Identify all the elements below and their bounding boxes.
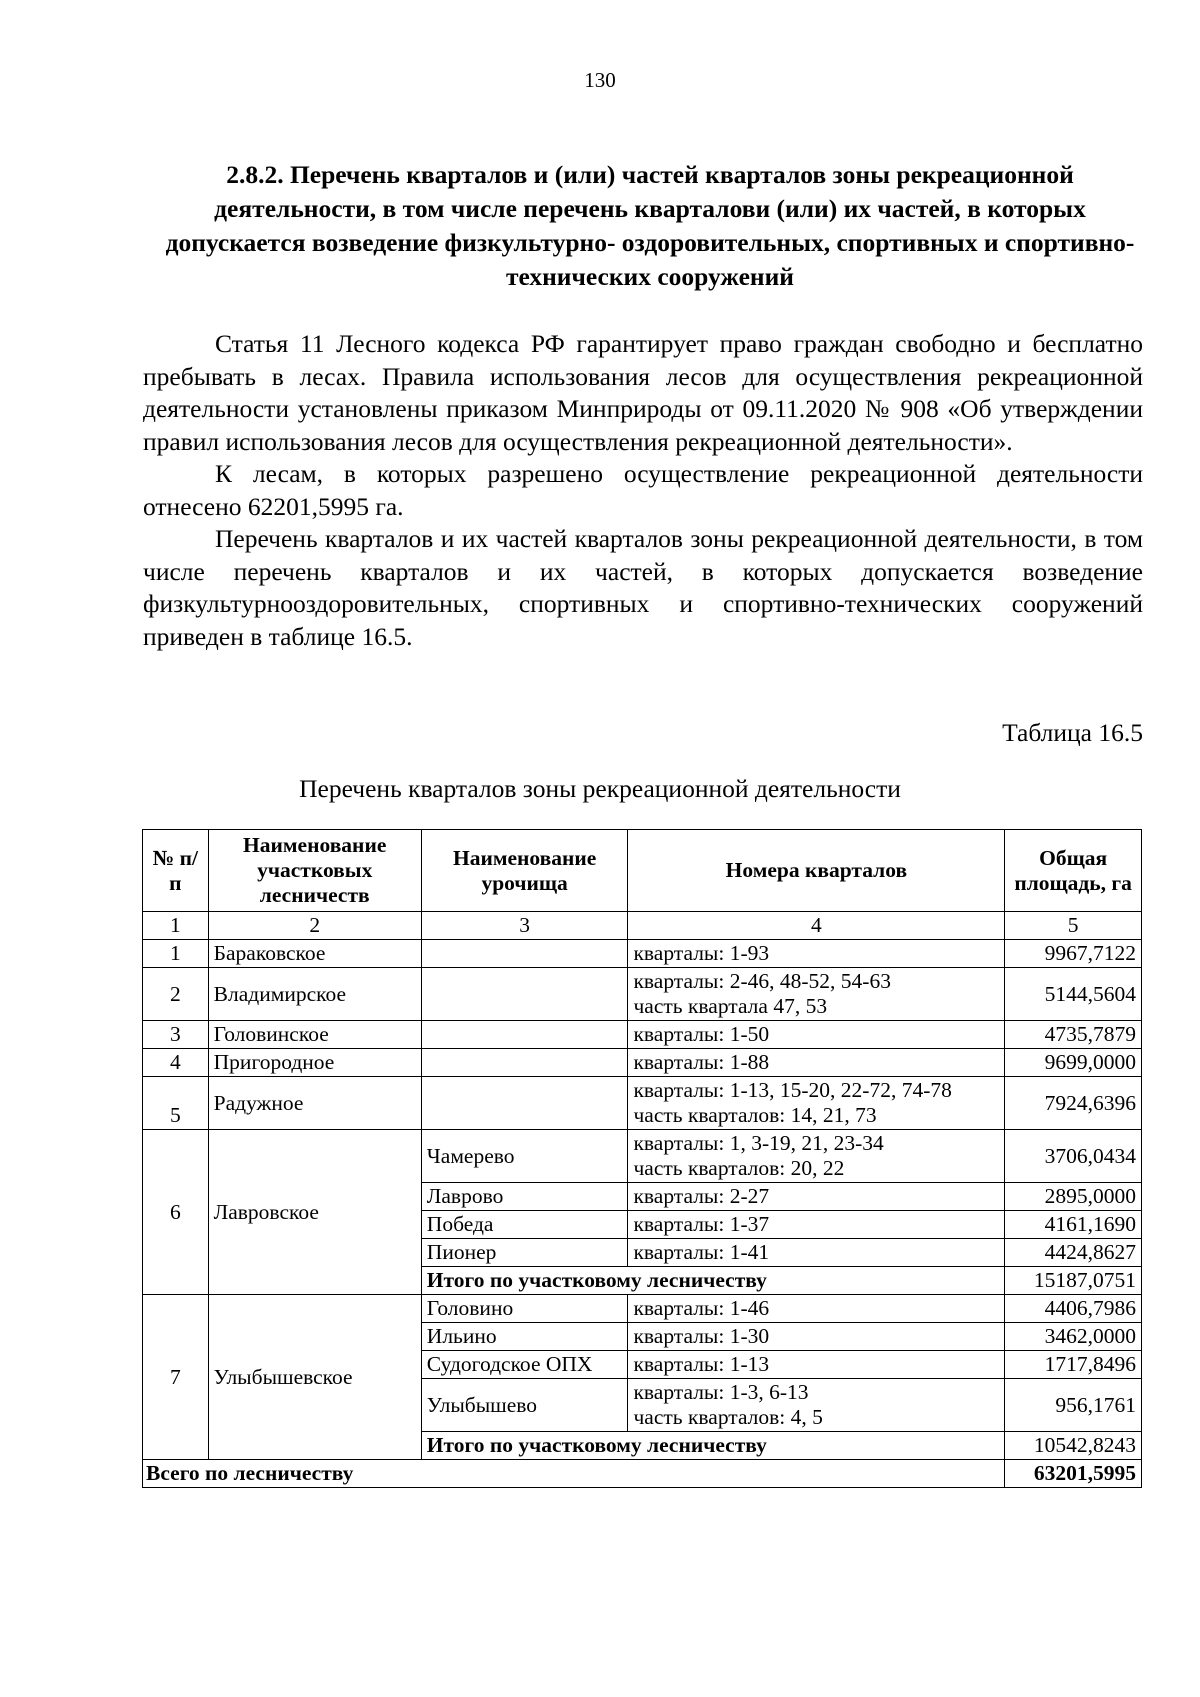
area-value: 956,1761	[1005, 1379, 1142, 1432]
header-area: Общая площадь, га	[1005, 830, 1142, 912]
table-label: Таблица 16.5	[1002, 718, 1143, 747]
area-value: 3462,0000	[1005, 1323, 1142, 1351]
tract-name: Ильино	[421, 1323, 628, 1351]
tract-name: Лаврово	[421, 1183, 628, 1211]
row-number: 3	[143, 1021, 209, 1049]
forestry-name: Владимирское	[208, 968, 421, 1021]
page-number: 130	[584, 68, 616, 92]
area-value: 4735,7879	[1005, 1021, 1142, 1049]
forestry-name: Пригородное	[208, 1049, 421, 1077]
tract-name: Чамерево	[421, 1130, 628, 1183]
forestry-name: Бараковское	[208, 940, 421, 968]
quarters-line: кварталы: 1-3, 6-13	[633, 1380, 809, 1404]
tract-name	[421, 1021, 628, 1049]
quarters-table	[142, 829, 1142, 1488]
section-heading: 2.8.2. Перечень кварталов и (или) частей кварталов зоны рекреационной деятельности, в том числе перечень кварталови (или) их частей, в которых допускается возведение физкультурно- оздоровительных, спортивных и спортивно-технических сооружений	[165, 160, 1135, 291]
row-number: 1	[143, 940, 209, 968]
column-number: 4	[628, 912, 1005, 940]
tract-name: Судогодское ОПХ	[421, 1351, 628, 1379]
table-row	[143, 1077, 1142, 1130]
tract-name: Головино	[421, 1295, 628, 1323]
header-quarters: Номера кварталов	[628, 830, 1005, 912]
tract-name: Пионер	[421, 1239, 628, 1267]
tract-name	[421, 1077, 628, 1130]
table-row	[143, 1130, 1142, 1183]
subtotal-label: Итого по участковому лесничеству	[421, 1432, 1004, 1460]
paragraph: Перечень кварталов и их частей кварталов зоны рекреационной деятельности, в том числе перечень кварталов и их частей, в которых допускается возведение физкультурнооздоровительных, спортивных и спортивно-технических сооружений приведен в таблице 16.5.	[143, 524, 1143, 651]
header-tract: Наименование урочища	[421, 830, 628, 912]
subtotal-label: Итого по участковому лесничеству	[421, 1267, 1004, 1295]
quarters-line: часть кварталов: 14, 21, 73	[633, 1103, 877, 1127]
quarter-numbers: кварталы: 2-27	[628, 1183, 1005, 1211]
table-row	[143, 1021, 1142, 1049]
area-value: 7924,6396	[1005, 1077, 1142, 1130]
area-value: 4424,8627	[1005, 1239, 1142, 1267]
total-area: 63201,5995	[1005, 1460, 1142, 1488]
tract-name	[421, 968, 628, 1021]
tract-name: Улыбышево	[421, 1379, 628, 1432]
quarter-numbers	[628, 1077, 1005, 1130]
quarter-numbers: кварталы: 1-30	[628, 1323, 1005, 1351]
quarter-numbers: кварталы: 1-46	[628, 1295, 1005, 1323]
row-number: 6	[143, 1130, 209, 1295]
table-row	[143, 968, 1142, 1021]
row-number: 2	[143, 968, 209, 1021]
forestry-name: Головинское	[208, 1021, 421, 1049]
paragraph: Статья 11 Лесного кодекса РФ гарантирует право граждан свободно и бесплатно пребывать в лесах. Правила использования лесов для осуществления рекреационной деятельности установлены приказом Минприроды от 09.11.2020 № 908 «Об утверждении правил использования лесов для осуществления рекреационной деятельности».	[143, 329, 1143, 456]
column-number: 2	[208, 912, 421, 940]
row-number: 4	[143, 1049, 209, 1077]
quarters-line: кварталы: 1, 3-19, 21, 23-34	[633, 1131, 884, 1155]
quarter-numbers: кварталы: 1-13	[628, 1351, 1005, 1379]
subtotal-area: 15187,0751	[1005, 1267, 1142, 1295]
forestry-name: Улыбышевское	[208, 1295, 421, 1460]
quarter-numbers: кварталы: 1-93	[628, 940, 1005, 968]
quarters-line: кварталы: 1-13, 15-20, 22-72, 74-78	[633, 1078, 952, 1102]
header-no: № п/п	[143, 830, 209, 912]
paragraph: К лесам, в которых разрешено осуществление рекреационной деятельности отнесено 62201,5995 га.	[143, 459, 1143, 521]
quarters-line: часть кварталов: 4, 5	[633, 1405, 823, 1429]
area-value: 5144,5604	[1005, 968, 1142, 1021]
quarters-line: часть квартала 47, 53	[633, 994, 828, 1018]
area-value: 3706,0434	[1005, 1130, 1142, 1183]
body-text	[143, 328, 1143, 653]
quarter-numbers: кварталы: 1-41	[628, 1239, 1005, 1267]
row-number: 7	[143, 1295, 209, 1460]
quarter-numbers: кварталы: 1-50	[628, 1021, 1005, 1049]
tract-name	[421, 940, 628, 968]
subtotal-area: 10542,8243	[1005, 1432, 1142, 1460]
table-row	[143, 1049, 1142, 1077]
quarters-line: кварталы: 2-46, 48-52, 54-63	[633, 969, 891, 993]
tract-name: Победа	[421, 1211, 628, 1239]
area-value: 2895,0000	[1005, 1183, 1142, 1211]
header-forestry: Наименование участковых лесничеств	[208, 830, 421, 912]
quarter-numbers	[628, 1130, 1005, 1183]
forestry-name: Радужное	[208, 1077, 421, 1130]
total-row	[143, 1460, 1142, 1488]
total-label: Всего по лесничеству	[143, 1460, 1005, 1488]
area-value: 4406,7986	[1005, 1295, 1142, 1323]
forestry-name: Лавровское	[208, 1130, 421, 1295]
table-caption: Перечень кварталов зоны рекреационной деятельности	[299, 774, 901, 803]
table-row	[143, 1295, 1142, 1323]
area-value: 1717,8496	[1005, 1351, 1142, 1379]
header-row	[143, 830, 1142, 912]
tract-name	[421, 1049, 628, 1077]
column-number: 3	[421, 912, 628, 940]
column-number: 5	[1005, 912, 1142, 940]
area-value: 9699,0000	[1005, 1049, 1142, 1077]
column-number-row	[143, 912, 1142, 940]
column-number: 1	[143, 912, 209, 940]
quarter-numbers	[628, 1379, 1005, 1432]
quarter-numbers: кварталы: 1-88	[628, 1049, 1005, 1077]
quarter-numbers	[628, 968, 1005, 1021]
area-value: 9967,7122	[1005, 940, 1142, 968]
quarter-numbers: кварталы: 1-37	[628, 1211, 1005, 1239]
quarters-line: часть кварталов: 20, 22	[633, 1156, 845, 1180]
area-value: 4161,1690	[1005, 1211, 1142, 1239]
row-number: 5	[143, 1077, 209, 1130]
table-row	[143, 940, 1142, 968]
